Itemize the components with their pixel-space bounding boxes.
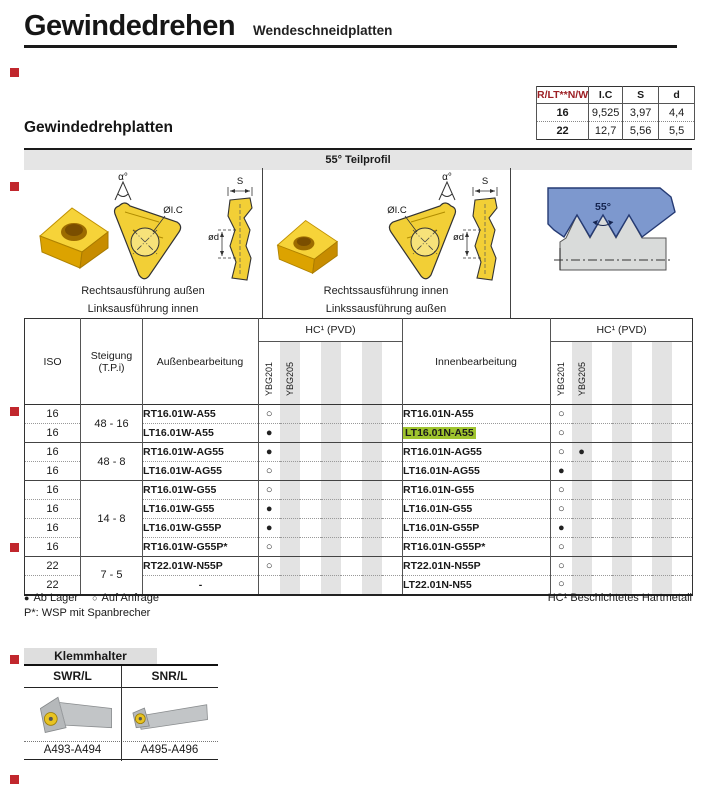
grade-header	[572, 342, 592, 405]
holder-ref-snrl: A495-A496	[140, 744, 199, 756]
legend	[24, 592, 692, 604]
holder-ref-swrl: A493-A494	[43, 744, 102, 756]
section-heading: Gewindedrehplatten	[24, 119, 173, 136]
legend-availability	[24, 592, 163, 604]
grade-cell	[321, 519, 341, 538]
availability-dot	[572, 519, 592, 538]
grade-cell	[592, 519, 612, 538]
part-number: RT16.01N-G55P*	[403, 541, 486, 553]
holders-title: Klemmhalter	[24, 648, 157, 664]
pitch-cell: 48 - 8	[81, 443, 143, 481]
grade-cell	[382, 557, 403, 576]
part-number: LT16.01N-AG55	[403, 465, 480, 477]
grade-cell	[672, 519, 693, 538]
iso-cell: 22	[25, 557, 81, 576]
iso-cell: 16	[25, 443, 81, 462]
red-marker	[10, 68, 19, 77]
alpha-label: α°	[442, 172, 452, 183]
ic-label: ØI.C	[387, 205, 407, 216]
availability-dot	[572, 481, 592, 500]
part-number: RT16.01N-A55	[403, 408, 474, 420]
iso-cell: 16	[25, 500, 81, 519]
availability-dot: ○	[551, 576, 572, 595]
availability-dot	[280, 481, 300, 500]
availability-dot: ○	[259, 405, 280, 424]
grade-header	[362, 342, 382, 405]
availability-dot: ●	[551, 462, 572, 481]
grade-cell	[300, 405, 321, 424]
grade-cell	[652, 500, 672, 519]
grade-cell	[300, 500, 321, 519]
profile-banner: 55° Teilprofil	[24, 148, 692, 170]
iso-cell: 16	[25, 538, 81, 557]
thread-profile-image	[544, 180, 689, 280]
grade-cell	[321, 424, 341, 443]
grade-cell	[321, 462, 341, 481]
alpha-label: α°	[118, 172, 128, 183]
grade-cell	[612, 519, 632, 538]
inner-caption-1: Rechtssausführung innen	[323, 285, 449, 297]
spec-header-s: S	[623, 87, 659, 104]
highlighted-part-number: LT16.01N-A55	[405, 427, 474, 439]
grade-cell	[612, 481, 632, 500]
iso-cell: 16	[25, 405, 81, 424]
part-number-inner	[403, 481, 551, 500]
grade-cell	[632, 500, 652, 519]
part-number: LT16.01N-G55P	[403, 522, 480, 534]
part-number: RT16.01N-G55	[403, 484, 475, 496]
availability-dot: ○	[259, 481, 280, 500]
diagram-band	[24, 168, 692, 318]
table-row	[25, 481, 693, 500]
col-header-aussen: Außenbearbeitung	[143, 319, 259, 405]
grade-cell	[382, 462, 403, 481]
grade-cell	[341, 481, 362, 500]
grade-cell	[612, 405, 632, 424]
spec-cell: 3,97	[623, 104, 659, 122]
availability-dot	[572, 424, 592, 443]
grade-header	[259, 342, 280, 405]
grade-cell	[652, 538, 672, 557]
col-header-iso: ISO	[25, 319, 81, 405]
divider	[121, 666, 122, 761]
grade-cell	[300, 519, 321, 538]
holder-type-swrl: SWR/L	[53, 669, 92, 683]
grade-header	[300, 342, 321, 405]
spec-header-ic: I.C	[589, 87, 623, 104]
grade-cell	[362, 557, 382, 576]
filled-dot-icon: ●	[24, 593, 30, 603]
grade-cell	[652, 443, 672, 462]
availability-dot: ○	[551, 405, 572, 424]
grade-cell	[300, 443, 321, 462]
red-marker	[10, 407, 19, 416]
grade-cell	[652, 481, 672, 500]
legend-hc-note: HC¹ Beschichtetes Hartmetall	[547, 592, 692, 604]
red-marker	[10, 182, 19, 191]
spec-header-d: d	[659, 87, 695, 104]
grade-header	[672, 342, 693, 405]
availability-dot	[572, 462, 592, 481]
grade-header	[341, 342, 362, 405]
red-marker	[10, 655, 19, 664]
table-row	[25, 405, 693, 424]
part-number-outer	[143, 462, 259, 481]
availability-dot: ○	[551, 557, 572, 576]
availability-dot	[572, 538, 592, 557]
part-number: -	[198, 578, 203, 591]
availability-dot	[572, 500, 592, 519]
availability-dot	[572, 557, 592, 576]
outer-caption-1: Rechtsausführung außen	[81, 285, 205, 297]
grade-cell	[652, 405, 672, 424]
grade-cell	[632, 557, 652, 576]
part-number: RT16.01W-A55	[143, 408, 216, 420]
grade-cell	[672, 557, 693, 576]
grade-cell	[321, 557, 341, 576]
grade-cell	[672, 538, 693, 557]
availability-dot	[280, 519, 300, 538]
part-number-inner	[403, 462, 551, 481]
grade-cell	[632, 424, 652, 443]
grade-ybg205: YBG205	[576, 361, 587, 396]
part-number: LT16.01W-AG55	[143, 465, 222, 477]
grade-cell	[592, 443, 612, 462]
grade-header	[280, 342, 300, 405]
part-number-inner	[403, 405, 551, 424]
s-label: S	[481, 176, 489, 187]
grade-cell	[652, 519, 672, 538]
grade-cell	[612, 443, 632, 462]
part-number: RT16.01W-G55P*	[143, 541, 228, 553]
part-number: LT16.01W-G55P	[143, 522, 222, 534]
spec-cell: 9,525	[589, 104, 623, 122]
grade-cell	[632, 462, 652, 481]
grade-cell	[362, 538, 382, 557]
page-subtitle: Wendeschneidplatten	[253, 23, 393, 38]
part-number-inner	[403, 557, 551, 576]
legend-stock-label: Ab Lager	[33, 592, 79, 604]
grade-header	[592, 342, 612, 405]
pitch-cell: 48 - 16	[81, 405, 143, 443]
spec-cell: 12,7	[589, 122, 623, 140]
grade-cell	[321, 500, 341, 519]
iso-cell: 16	[25, 519, 81, 538]
spec-cell: 5,56	[623, 122, 659, 140]
part-number: RT16.01W-G55	[143, 484, 217, 496]
part-number-outer	[143, 557, 259, 576]
toolholder-swrl-image	[34, 691, 114, 738]
availability-dot: ○	[551, 443, 572, 462]
availability-dot: ●	[259, 500, 280, 519]
part-number: RT16.01W-AG55	[143, 446, 224, 458]
insert-side-diagram	[449, 174, 509, 286]
availability-dot: ●	[259, 424, 280, 443]
pitch-cell: 7 - 5	[81, 557, 143, 595]
dimension-spec-table	[536, 86, 695, 140]
title-rule	[24, 45, 677, 48]
grade-cell	[592, 500, 612, 519]
inner-caption-2: Linkssausführung außen	[325, 303, 447, 315]
spec-cell: 4,4	[659, 104, 695, 122]
part-number-inner	[403, 443, 551, 462]
availability-dot: ○	[551, 500, 572, 519]
part-number-inner-highlighted	[403, 424, 551, 443]
iso-cell: 16	[25, 424, 81, 443]
part-number-inner	[403, 538, 551, 557]
part-number-outer	[143, 424, 259, 443]
availability-dot	[280, 500, 300, 519]
holder-type-snrl: SNR/L	[151, 669, 188, 683]
availability-dot: ●	[551, 519, 572, 538]
grade-header	[652, 342, 672, 405]
availability-dot	[280, 424, 300, 443]
grade-cell	[341, 405, 362, 424]
grade-cell	[652, 462, 672, 481]
table-row	[25, 557, 693, 576]
availability-dot: ●	[572, 443, 592, 462]
availability-dot: ○	[259, 538, 280, 557]
d-label: ød	[453, 232, 465, 243]
col-header-hc-pvd: HC¹ (PVD)	[551, 319, 693, 342]
s-label: S	[236, 176, 244, 187]
red-marker	[10, 543, 19, 552]
part-number: RT22.01N-N55P	[403, 560, 481, 572]
grade-cell	[300, 538, 321, 557]
grade-cell	[382, 538, 403, 557]
grade-cell	[632, 538, 652, 557]
grade-cell	[341, 557, 362, 576]
availability-dot	[280, 538, 300, 557]
grade-cell	[672, 405, 693, 424]
ic-label: ØI.C	[163, 205, 183, 216]
grade-cell	[362, 481, 382, 500]
grade-cell	[672, 424, 693, 443]
col-header-steigung	[81, 319, 143, 405]
grade-cell	[382, 519, 403, 538]
grade-cell	[300, 481, 321, 500]
availability-dot: ●	[259, 519, 280, 538]
grade-cell	[321, 481, 341, 500]
legend-request-label: Auf Anfrage	[101, 592, 160, 604]
spec-cell: 22	[537, 122, 589, 140]
grade-header	[551, 342, 572, 405]
page-title: Gewindedrehen	[24, 10, 236, 42]
spec-cell: 16	[537, 104, 589, 122]
grade-header	[612, 342, 632, 405]
part-number: LT22.01N-N55	[403, 578, 472, 591]
part-number-outer	[143, 500, 259, 519]
part-number: RT22.01W-N55P	[143, 560, 223, 572]
open-dot-icon: ○	[92, 593, 98, 603]
availability-dot: ○	[551, 538, 572, 557]
spec-header-size: R/LT**N/W	[537, 87, 589, 104]
outer-caption-2: Linksausführung innen	[87, 303, 199, 315]
availability-dot: ○	[551, 424, 572, 443]
grade-cell	[362, 519, 382, 538]
grade-cell	[632, 481, 652, 500]
red-marker	[10, 775, 19, 784]
insert-side-diagram	[204, 174, 264, 286]
grade-cell	[341, 519, 362, 538]
grade-cell	[632, 519, 652, 538]
grade-cell	[382, 424, 403, 443]
toolholder-snrl-image	[128, 695, 210, 735]
availability-dot	[280, 443, 300, 462]
grade-cell	[592, 481, 612, 500]
grade-cell	[362, 405, 382, 424]
grade-cell	[321, 405, 341, 424]
divider	[510, 168, 511, 318]
angle-label: 55°	[595, 201, 611, 213]
grade-cell	[300, 424, 321, 443]
grade-cell	[382, 500, 403, 519]
grade-cell	[612, 557, 632, 576]
grade-cell	[612, 538, 632, 557]
grade-cell	[341, 500, 362, 519]
grade-cell	[300, 462, 321, 481]
iso-cell: 22	[25, 576, 81, 595]
availability-dot	[280, 462, 300, 481]
grade-cell	[632, 405, 652, 424]
grade-cell	[592, 424, 612, 443]
grade-cell	[672, 481, 693, 500]
grade-cell	[632, 443, 652, 462]
grade-cell	[592, 557, 612, 576]
grade-cell	[341, 443, 362, 462]
grade-cell	[321, 538, 341, 557]
availability-dot: ●	[259, 443, 280, 462]
grade-cell	[321, 443, 341, 462]
availability-dot: ○	[259, 462, 280, 481]
part-number-inner	[403, 500, 551, 519]
d-label: ød	[208, 232, 220, 243]
part-number: LT16.01W-G55	[143, 503, 215, 515]
availability-dot: ○	[259, 557, 280, 576]
grade-header	[632, 342, 652, 405]
iso-cell: 16	[25, 462, 81, 481]
grade-cell	[362, 462, 382, 481]
part-number: LT16.01N-G55	[403, 503, 473, 515]
grade-cell	[341, 538, 362, 557]
grade-ybg201: YBG201	[556, 361, 567, 396]
part-number-outer	[143, 443, 259, 462]
grade-cell	[612, 500, 632, 519]
steigung-line1: Steigung	[90, 349, 133, 362]
grade-ybg201: YBG201	[264, 361, 275, 396]
grade-cell	[592, 405, 612, 424]
grade-cell	[652, 424, 672, 443]
steigung-line2: (T.P.i)	[98, 361, 125, 374]
grade-cell	[382, 443, 403, 462]
grade-cell	[672, 500, 693, 519]
grade-ybg205: YBG205	[284, 361, 295, 396]
grade-cell	[341, 462, 362, 481]
grade-cell	[362, 500, 382, 519]
part-number-outer	[143, 405, 259, 424]
insert-3d-image	[269, 210, 344, 282]
grade-cell	[652, 557, 672, 576]
pitch-cell: 14 - 8	[81, 481, 143, 557]
grade-cell	[382, 405, 403, 424]
availability-dot: ○	[551, 481, 572, 500]
grade-cell	[362, 424, 382, 443]
grade-cell	[592, 538, 612, 557]
col-header-hc-pvd: HC¹ (PVD)	[259, 319, 403, 342]
insert-selection-table	[24, 318, 693, 596]
part-number: LT16.01W-A55	[143, 427, 214, 439]
grade-cell	[612, 462, 632, 481]
grade-cell	[672, 462, 693, 481]
grade-cell	[382, 481, 403, 500]
part-number-outer	[143, 481, 259, 500]
page-header	[24, 10, 677, 43]
availability-dot	[572, 405, 592, 424]
holders-section	[24, 648, 218, 760]
iso-cell: 16	[25, 481, 81, 500]
legend-chipbreaker-note: P*: WSP mit Spanbrecher	[24, 607, 151, 619]
grade-cell	[300, 557, 321, 576]
grade-header	[382, 342, 403, 405]
grade-cell	[592, 462, 612, 481]
grade-header	[321, 342, 341, 405]
spec-cell: 5,5	[659, 122, 695, 140]
part-number-outer	[143, 519, 259, 538]
grade-cell	[672, 443, 693, 462]
grade-cell	[341, 424, 362, 443]
part-number-outer	[143, 538, 259, 557]
grade-cell	[362, 443, 382, 462]
availability-dot	[280, 405, 300, 424]
availability-dot	[280, 557, 300, 576]
table-row	[25, 443, 693, 462]
part-number: RT16.01N-AG55	[403, 446, 482, 458]
grade-cell	[612, 424, 632, 443]
part-number-inner	[403, 519, 551, 538]
col-header-innen: Innenbearbeitung	[403, 319, 551, 405]
